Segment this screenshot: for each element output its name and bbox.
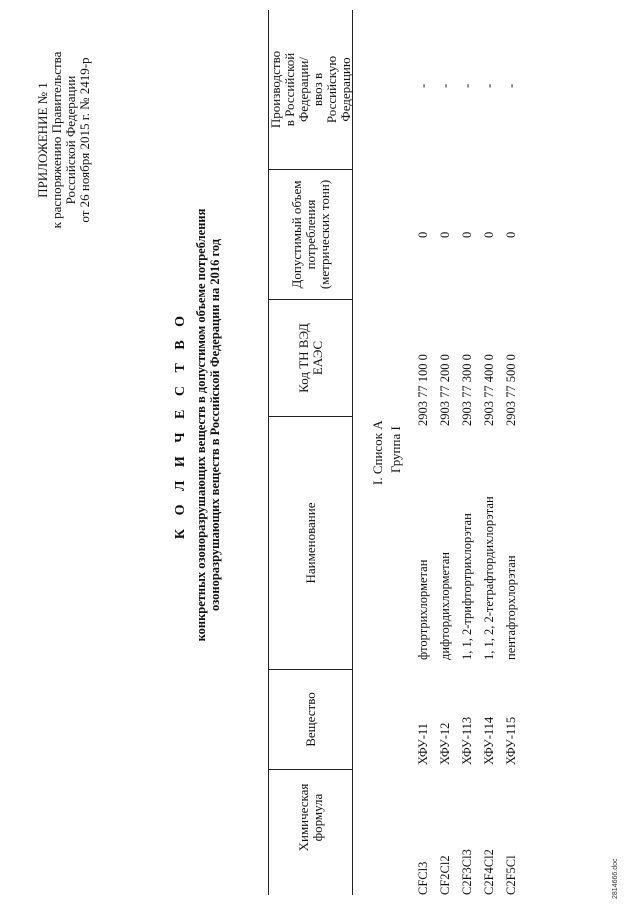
subtitle-line: конкретных озоноразрушающих веществ в допустимом объеме потребления [194,208,208,642]
cell-substance: ХФУ-113 [460,716,474,765]
header-name: Наименование [302,502,318,584]
document-subtitle [194,65,222,785]
header-production: Производство в Российской Федерации/ввоз в Российскую Федерацию [267,50,353,129]
cell-code: 2903 77 100 0 [416,354,430,426]
appendix-line: ПРИЛОЖЕНИЕ № 1 [35,82,50,198]
appendix-line: от 26 ноября 2015 г. № 2419-р [77,57,92,223]
document-title: К О Л И Ч Е С Т В О [173,310,188,540]
cell-volume: 0 [416,231,430,238]
header-code: Код ТН ВЭД ЕАЭС [295,323,325,393]
cell-production: - [416,83,430,88]
cell-substance: ХФУ-114 [482,716,496,765]
header-substance: Вещество [302,692,318,747]
cell-formula: CFCl3 [416,861,430,895]
cell-substance: ХФУ-115 [504,716,518,765]
cell-formula: C2F4Cl2 [482,849,496,895]
cell-code: 2903 77 300 0 [460,354,474,426]
cell-substance: ХФУ-12 [438,722,452,765]
document-file-code: 2814666.doc [612,858,619,899]
table-row [482,0,504,905]
cell-production: - [482,83,496,88]
header-volume: Допустимый объем потребления (метрических тонн) [288,179,332,290]
cell-name: дифтордихлорметан [438,552,452,660]
cell-substance: ХФУ-11 [416,723,430,765]
cell-production: - [504,83,518,88]
cell-volume: 0 [460,231,474,238]
table-row [416,0,438,905]
cell-formula: C2F5Cl [504,855,518,895]
table-row [504,0,526,905]
cell-formula: CF2Cl2 [438,855,452,895]
appendix-block [36,25,92,255]
cell-name: 1, 1, 2, 2-тетрафтордихлорэтан [482,496,496,660]
header-bottom-rule [352,10,353,895]
cell-name: пентафторхлорэтан [504,555,518,660]
cell-volume: 0 [438,231,452,238]
list-title: I. Список А [370,420,385,485]
appendix-line: к распоряжению Правительства [49,51,64,229]
table-row [438,0,460,905]
cell-formula: C2F3Cl3 [460,849,474,895]
cell-code: 2903 77 400 0 [482,354,496,426]
cell-name: 1, 1, 2-трифтортрихлорэтан [460,513,474,660]
cell-production: - [460,83,474,88]
group-title: Группа I [388,426,403,473]
cell-code: 2903 77 500 0 [504,354,518,426]
cell-production: - [438,83,452,88]
document-title-block [172,65,222,785]
header-formula: Химическая формула [295,783,325,852]
appendix-line: Российской Федерации [63,75,78,205]
cell-volume: 0 [482,231,496,238]
cell-code: 2903 77 200 0 [438,354,452,426]
cell-name: фтортрихлорметан [416,559,430,660]
table-row [460,0,482,905]
cell-volume: 0 [504,231,518,238]
subtitle-line: озоноразрушающих веществ в Российской Федерации на 2016 год [208,238,222,612]
